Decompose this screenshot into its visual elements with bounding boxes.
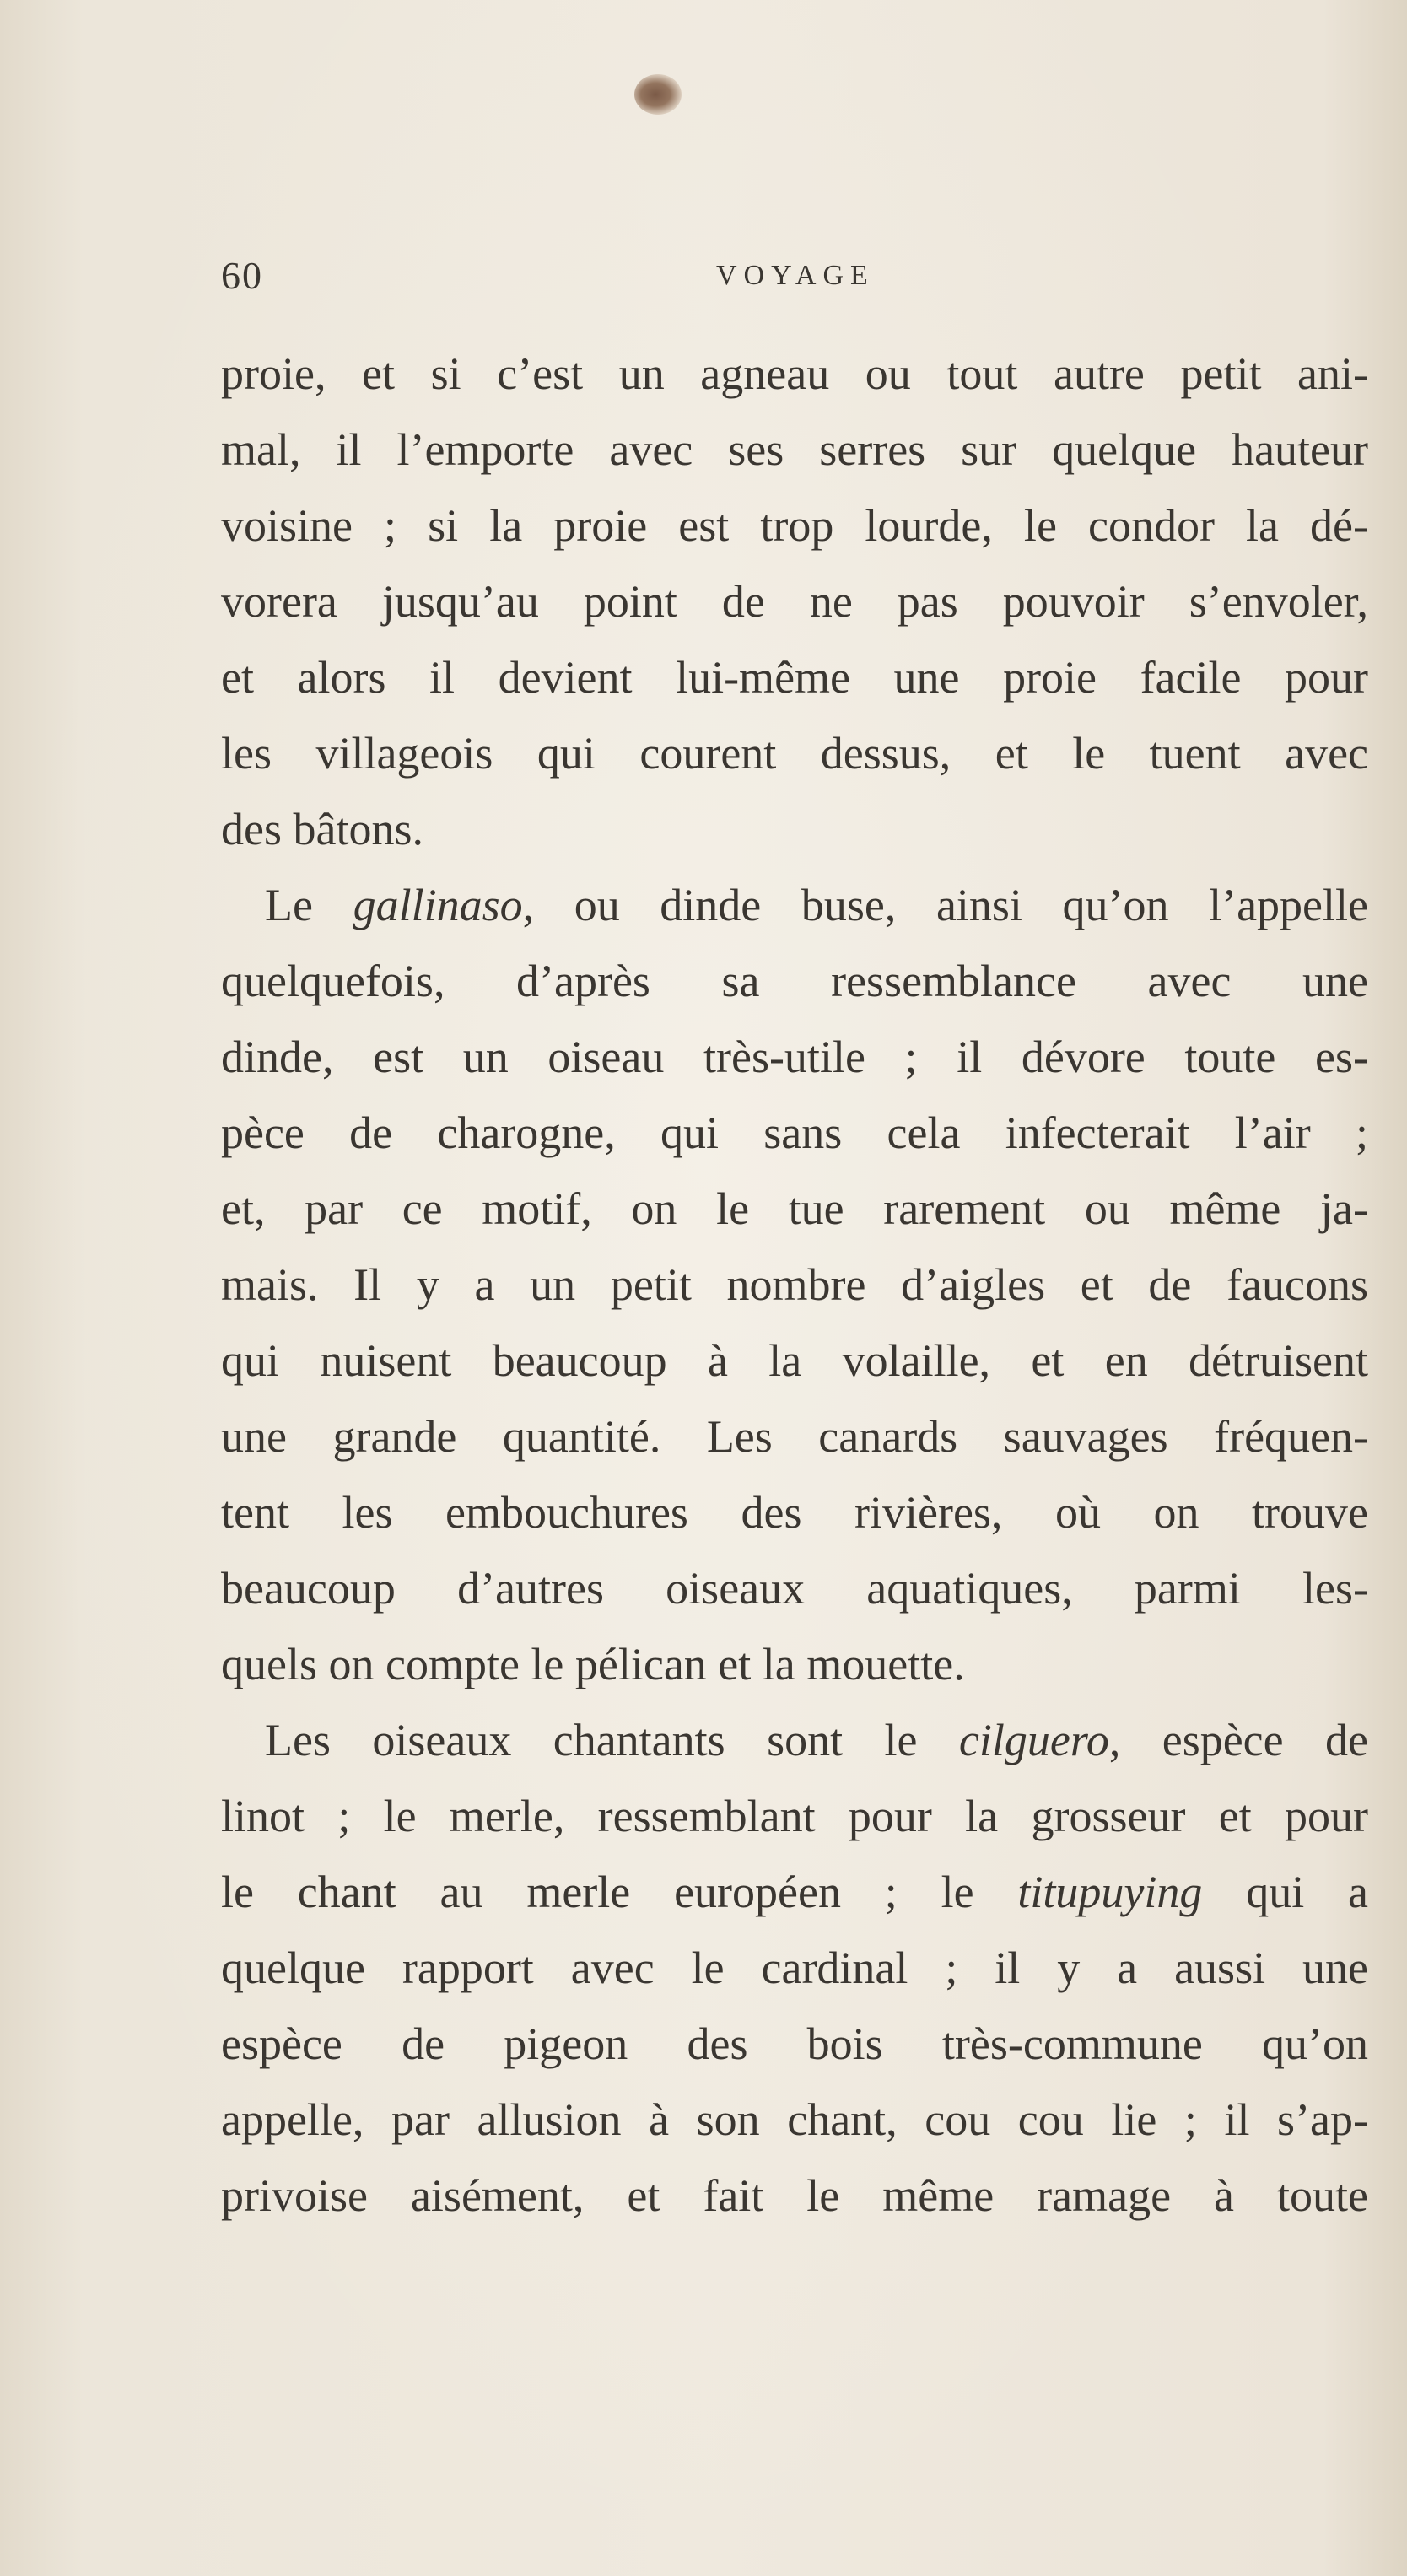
text-line: beaucoup d’autres oiseaux aquatiques, parmi les- [221,1563,1368,1614]
text-line: proie, et si c’est un agneau ou tout autre petit ani- [221,348,1368,399]
text-line: appelle, par allusion à son chant, cou cou lie ; il s’ap- [221,2094,1368,2145]
text-line: voisine ; si la proie est trop lourde, le condor la dé- [221,500,1368,551]
text-line: quelquefois, d’après sa ressemblance avec une [221,956,1368,1006]
text-segment: Le [265,880,353,930]
text-line: pèce de charogne, qui sans cela infecterait l’air ; [221,1107,1368,1158]
page-number: 60 [221,254,263,297]
text-line: espèce de pigeon des bois très-commune qu’on [221,2018,1368,2069]
text-line [221,1702,1368,1778]
body-text [221,336,1368,2234]
text-line: les villageois qui courent dessus, et le tuent avec [221,728,1368,779]
text-line: une grande quantité. Les canards sauvages fréquen- [221,1411,1368,1462]
running-head: VOYAGE [716,260,875,291]
text-line: et alors il devient lui-même une proie facile pour [221,652,1368,703]
text-line: tent les embouchures des rivières, où on trouve [221,1487,1368,1538]
text-segment: , ou dinde buse, ainsi qu’on l’appelle [522,880,1368,930]
text-segment: , espèce de [1108,1715,1368,1765]
text-line: mal, il l’emporte avec ses serres sur quelque hauteur [221,424,1368,475]
text-line: dinde, est un oiseau très-utile ; il dévore toute es- [221,1032,1368,1082]
text-line: linot ; le merle, ressemblant pour la grosseur et pour [221,1791,1368,1841]
ink-stain [634,74,682,115]
text-segment: Les oiseaux chantants sont le [265,1715,959,1765]
text-line: qui nuisent beaucoup à la volaille, et en détruisent [221,1335,1368,1386]
text-line [221,867,1368,943]
text-line: quelque rapport avec le cardinal ; il y a aussi une [221,1943,1368,1993]
italic-term: cilguero [958,1715,1109,1765]
text-line: privoise aisément, et fait le même ramage à toute [221,2170,1368,2221]
text-segment: le chant au merle européen ; le [221,1867,1018,1917]
text-segment: qui a [1202,1867,1368,1917]
text-line: vorera jusqu’au point de ne pas pouvoir s’envoler, [221,576,1368,627]
italic-term: titupuying [1017,1867,1203,1917]
italic-term: gallinaso [353,880,523,930]
text-line: mais. Il y a un petit nombre d’aigles et de faucons [221,1259,1368,1310]
text-line: et, par ce motif, on le tue rarement ou même ja- [221,1183,1368,1234]
page-header [221,253,1368,312]
text-line: des bâtons. [221,804,423,854]
text-line: quels on compte le pélican et la mouette. [221,1639,965,1689]
text-line [221,1854,1368,1930]
